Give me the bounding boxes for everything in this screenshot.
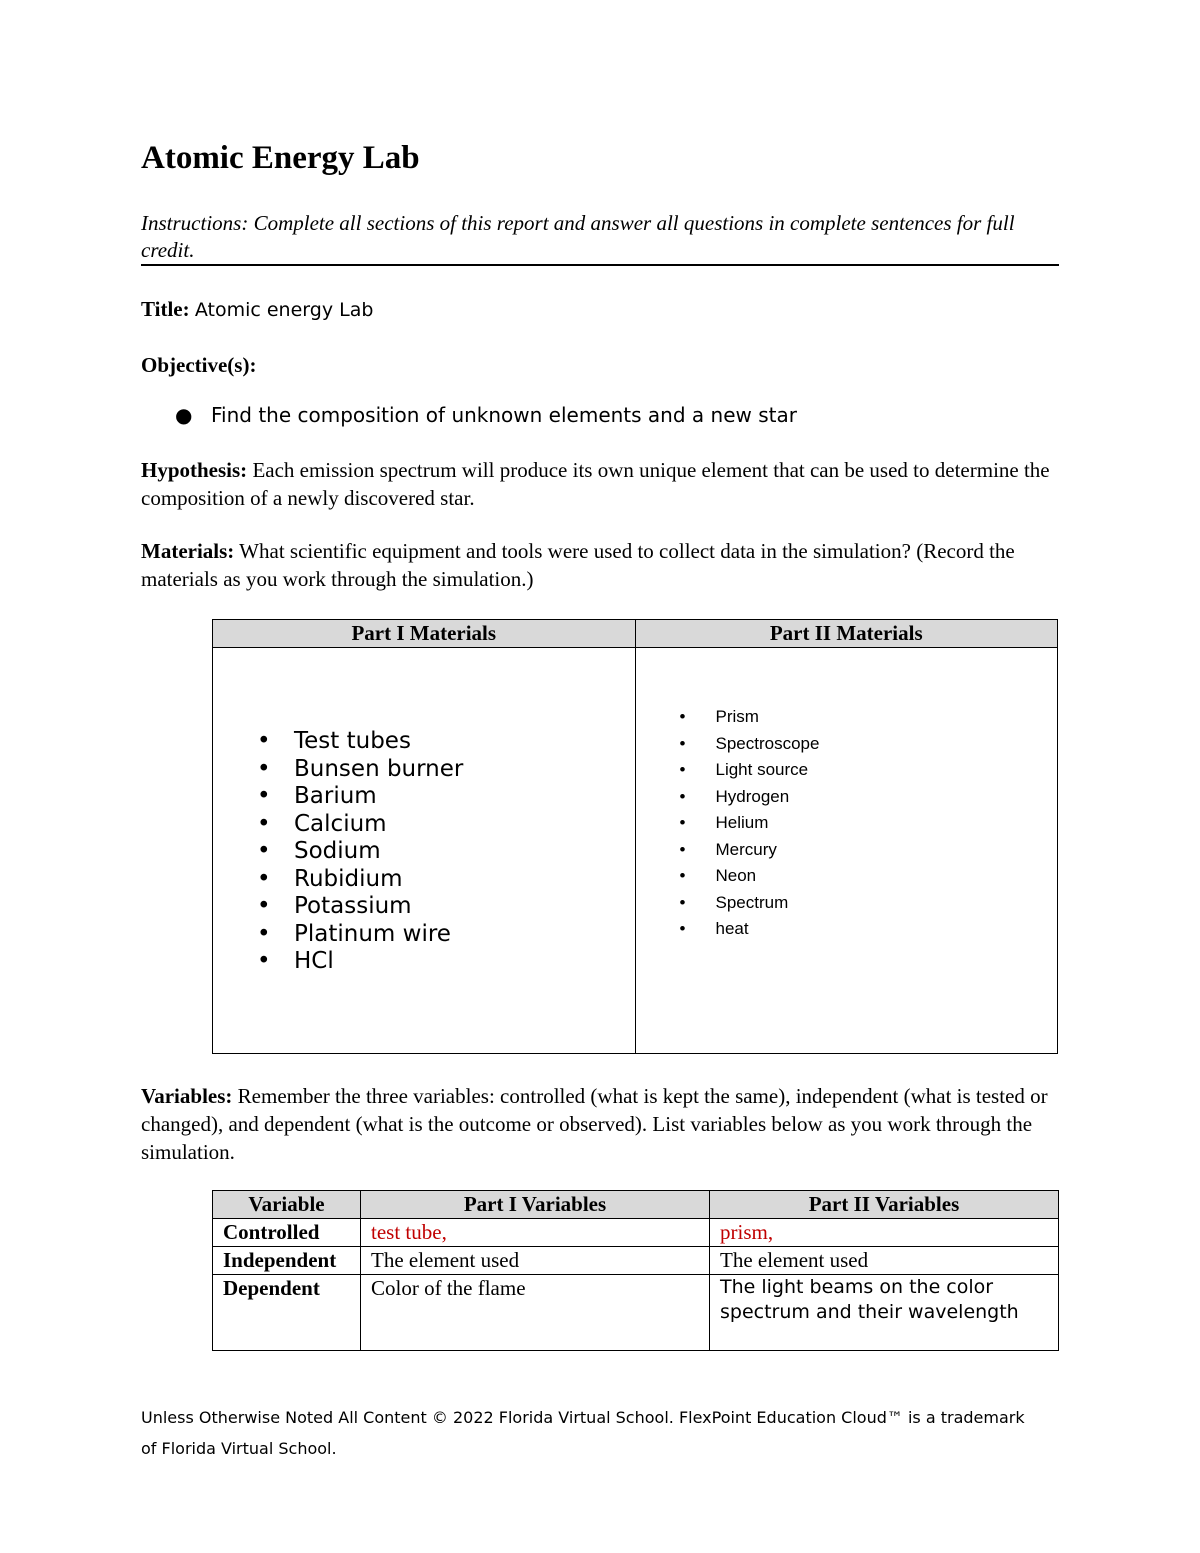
table-row bbox=[213, 1219, 1059, 1247]
list-item: • heat bbox=[680, 916, 820, 943]
variables-label: Variables: bbox=[141, 1084, 233, 1108]
bullet-icon: • bbox=[257, 783, 271, 809]
list-item: • Neon bbox=[680, 863, 820, 890]
materials-header-part2: Part II Materials bbox=[635, 620, 1058, 648]
bullet-icon: • bbox=[257, 948, 271, 974]
list-item: • Potassium bbox=[257, 893, 412, 919]
objective-item bbox=[175, 403, 797, 427]
controlled-part2: prism, bbox=[710, 1219, 1059, 1247]
variables-field bbox=[141, 1082, 1059, 1166]
bullet-icon: • bbox=[679, 733, 686, 753]
list-item: • Rubidium bbox=[257, 865, 403, 892]
variables-header-part1: Part I Variables bbox=[361, 1191, 710, 1219]
list-item: • Light source bbox=[680, 757, 820, 784]
list-item: • Helium bbox=[680, 810, 820, 837]
materials-part2-cell bbox=[635, 648, 1058, 1054]
list-item: • HCl bbox=[257, 948, 334, 974]
table-row bbox=[213, 1275, 1059, 1351]
divider-rule bbox=[141, 264, 1059, 266]
document-title: Atomic Energy Lab bbox=[141, 140, 420, 176]
row-label-controlled: Controlled bbox=[213, 1219, 361, 1247]
bullet-icon: ● bbox=[175, 403, 193, 427]
variables-header-part2: Part II Variables bbox=[710, 1191, 1059, 1219]
controlled-part1: test tube, bbox=[361, 1219, 710, 1247]
materials-header-part1: Part I Materials bbox=[213, 620, 636, 648]
materials-part1-cell bbox=[213, 648, 636, 1054]
title-value: Atomic energy Lab bbox=[194, 299, 374, 321]
list-item: • Calcium bbox=[257, 810, 387, 837]
bullet-icon: • bbox=[679, 919, 686, 938]
variables-table bbox=[212, 1190, 1059, 1351]
list-item: • Sodium bbox=[257, 838, 381, 864]
row-label-dependent: Dependent bbox=[213, 1275, 361, 1351]
bullet-icon: • bbox=[257, 920, 271, 947]
dependent-part1: Color of the flame bbox=[361, 1275, 710, 1351]
variables-header-variable: Variable bbox=[213, 1191, 361, 1219]
hypothesis-field bbox=[141, 456, 1071, 512]
instructions-text: Instructions: Complete all sections of this report and answer all questions in complete sentences for full credit. bbox=[141, 211, 1015, 262]
variables-prompt: Remember the three variables: controlled (what is kept the same), independent (what is tested or changed), and dependent (what is the outcome or observed). List variables below as you work through the simulation. bbox=[141, 1084, 1048, 1164]
bullet-icon: • bbox=[257, 865, 271, 892]
independent-part1: The element used bbox=[361, 1247, 710, 1275]
title-field bbox=[141, 295, 1071, 324]
footer-copyright: Unless Otherwise Noted All Content © 2022 Florida Virtual School. FlexPoint Education Cloud™ is a trademark of Florida Virtual School. bbox=[141, 1408, 1025, 1458]
materials-prompt: What scientific equipment and tools were used to collect data in the simulation? (Record the materials as you work through the simulation.) bbox=[141, 539, 1015, 591]
title-label: Title: bbox=[141, 297, 190, 321]
bullet-icon: • bbox=[679, 839, 686, 859]
bullet-icon: • bbox=[257, 893, 271, 919]
list-item: • Hydrogen bbox=[680, 784, 820, 811]
materials-part2-list bbox=[680, 704, 820, 943]
objectives-label: Objective(s): bbox=[141, 353, 257, 377]
materials-part1-list bbox=[257, 728, 463, 976]
bullet-icon: • bbox=[679, 760, 686, 779]
bullet-icon: • bbox=[679, 892, 686, 912]
independent-part2: The element used bbox=[710, 1247, 1059, 1275]
materials-label: Materials: bbox=[141, 539, 235, 563]
list-item: • Spectrum bbox=[680, 890, 820, 917]
hypothesis-text: Each emission spectrum will produce its own unique element that can be used to determine the composition of a newly discovered star. bbox=[141, 458, 1050, 510]
list-item: • Spectroscope bbox=[680, 731, 820, 758]
bullet-icon: • bbox=[257, 728, 271, 754]
bullet-icon: • bbox=[679, 866, 686, 885]
materials-table bbox=[212, 619, 1058, 1054]
list-item: • Prism bbox=[680, 704, 820, 731]
list-item: • Platinum wire bbox=[257, 920, 451, 947]
objective-text: Find the composition of unknown elements and a new star bbox=[211, 403, 797, 427]
bullet-icon: • bbox=[679, 786, 686, 806]
bullet-icon: • bbox=[679, 813, 686, 832]
table-row bbox=[213, 1247, 1059, 1275]
bullet-icon: • bbox=[679, 707, 686, 726]
list-item: • Test tubes bbox=[257, 728, 411, 754]
materials-field bbox=[141, 537, 1071, 593]
list-item: • Barium bbox=[257, 783, 377, 809]
bullet-icon: • bbox=[257, 838, 271, 864]
dependent-part2: The light beams on the color spectrum and their wavelength bbox=[710, 1275, 1059, 1351]
list-item: • Bunsen burner bbox=[257, 755, 464, 782]
list-item: • Mercury bbox=[680, 837, 820, 864]
bullet-icon: • bbox=[257, 810, 271, 837]
hypothesis-label: Hypothesis: bbox=[141, 458, 248, 482]
row-label-independent: Independent bbox=[213, 1247, 361, 1275]
bullet-icon: • bbox=[257, 755, 271, 782]
